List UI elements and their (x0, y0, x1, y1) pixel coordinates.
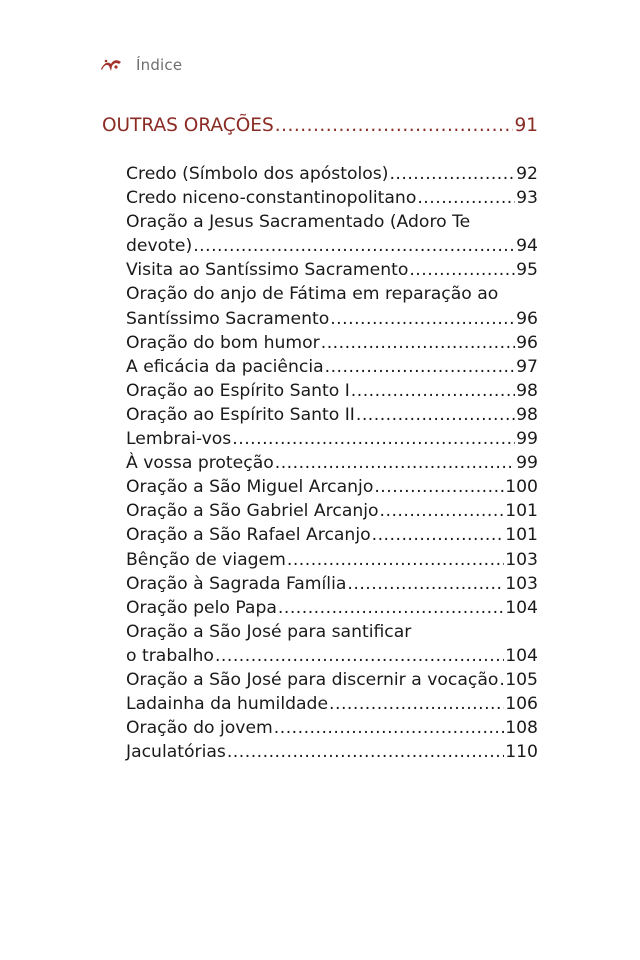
toc-entry-line (126, 355, 538, 379)
toc-entry-label: Santíssimo Sacramento (126, 308, 330, 329)
toc-page-number: 98 (516, 404, 538, 425)
toc-entry-line (126, 427, 538, 451)
leader-dots (389, 162, 515, 186)
leader-dots (372, 523, 505, 547)
toc-entry-line (126, 572, 538, 596)
toc-page-number: 103 (505, 573, 538, 594)
toc-page-number: 96 (516, 308, 538, 329)
leader-dots (356, 403, 515, 427)
toc-entry-line (126, 548, 538, 572)
toc-entry[interactable] (126, 475, 538, 499)
leader-dots (374, 475, 504, 499)
toc-entry-label: Oração a Jesus Sacramentado (Adoro Te (126, 212, 471, 233)
toc-entry[interactable] (126, 403, 538, 427)
leader-dots (287, 548, 504, 572)
toc-entry-line (126, 331, 538, 355)
toc-entry-line (126, 475, 538, 499)
toc-page-number: 93 (516, 188, 538, 209)
leader-dots (325, 355, 516, 379)
toc-page-number: 103 (505, 549, 538, 570)
toc-entry-line (126, 162, 538, 186)
leader-dots (321, 331, 515, 355)
toc-page-number: 101 (505, 525, 538, 546)
toc-page-number: 106 (505, 694, 538, 715)
toc-entry-line (126, 379, 538, 403)
toc-entry-label: Oração a São Rafael Arcanjo (126, 525, 371, 546)
toc-entry-label: Oração a São José para santificar (126, 621, 412, 642)
toc-page-number: 105 (505, 669, 538, 690)
section-page-number: 91 (514, 115, 538, 136)
leader-dots (193, 234, 515, 258)
leader-dots (329, 692, 504, 716)
toc-page-number: 98 (516, 380, 538, 401)
toc-entry-label: Oração ao Espírito Santo II (126, 404, 355, 425)
toc-entry[interactable] (126, 596, 538, 620)
table-of-contents (126, 162, 538, 764)
page-header (100, 56, 182, 74)
toc-entry-label: Oração do anjo de Fátima em reparação ao (126, 284, 499, 305)
toc-entry[interactable] (126, 210, 538, 258)
leader-dots (417, 186, 515, 210)
toc-entry[interactable] (126, 427, 538, 451)
toc-entry-label: Oração pelo Papa (126, 597, 277, 618)
toc-entry[interactable] (126, 186, 538, 210)
toc-entry-line (126, 499, 538, 523)
leader-dots (380, 499, 505, 523)
toc-page-number: 92 (516, 164, 538, 184)
toc-entry[interactable] (126, 355, 538, 379)
toc-entry-label: devote) (126, 236, 193, 257)
leader-dots (275, 451, 515, 475)
toc-entry[interactable] (126, 379, 538, 403)
toc-entry-label: Oração a São Miguel Arcanjo (126, 477, 374, 498)
toc-entry[interactable] (126, 548, 538, 572)
toc-entry-line (126, 644, 538, 668)
toc-entry-label: Visita ao Santíssimo Sacramento (126, 260, 409, 281)
leader-dots (215, 644, 504, 668)
toc-entry-label: Lembrai-vos (126, 429, 232, 450)
toc-entry-line (126, 740, 538, 764)
toc-page-number: 108 (505, 718, 538, 739)
toc-entry[interactable] (126, 282, 538, 330)
toc-page-number: 99 (516, 429, 538, 450)
toc-entry[interactable] (126, 499, 538, 523)
toc-entry-line (126, 451, 538, 475)
leader-dots (409, 258, 515, 282)
toc-entry-line (126, 234, 538, 258)
toc-entry[interactable] (126, 451, 538, 475)
toc-page-number: 100 (505, 477, 538, 498)
toc-entry-label: Jaculatórias (126, 742, 226, 763)
toc-entry[interactable] (126, 716, 538, 740)
toc-entry-line (126, 716, 538, 740)
section-title: OUTRAS ORAÇÕES (102, 115, 274, 136)
toc-entry-label: Oração a São José para discernir a vocação (126, 669, 499, 690)
leader-dots (274, 716, 504, 740)
toc-entry-line (126, 596, 538, 620)
toc-entry[interactable] (126, 668, 538, 692)
toc-entry-line (126, 403, 538, 427)
toc-entry-label: Credo (Símbolo dos apóstolos) (126, 164, 389, 184)
toc-page-number: 99 (516, 453, 538, 474)
toc-page-number: 110 (505, 742, 538, 763)
toc-entry-line (126, 692, 538, 716)
toc-entry-label: Oração do bom humor (126, 332, 320, 353)
toc-entry-line (126, 307, 538, 331)
leader-dots (232, 427, 515, 451)
leader-dots (278, 596, 504, 620)
leader-dots (499, 668, 504, 692)
toc-entry-label: A eficácia da paciência (126, 356, 324, 377)
header-title: Índice (136, 56, 183, 74)
toc-entry-line (126, 668, 538, 692)
toc-entry-label: Credo niceno-constantinopolitano (126, 188, 417, 209)
leader-dots (351, 379, 515, 403)
toc-entry[interactable] (126, 331, 538, 355)
toc-entry[interactable] (126, 692, 538, 716)
toc-page-number: 104 (505, 645, 538, 666)
toc-entry-label: Ladainha da humildade (126, 694, 329, 715)
book-logo-icon (100, 57, 122, 73)
toc-entry-label: Oração do jovem (126, 718, 273, 739)
toc-page-number: 101 (505, 501, 538, 522)
toc-page-number: 104 (505, 597, 538, 618)
toc-entry-label: À vossa proteção (126, 453, 274, 474)
leader-dots (227, 740, 504, 764)
toc-entry-line (126, 258, 538, 282)
toc-entry-label: Bênção de viagem (126, 549, 286, 570)
leader-dots (275, 114, 514, 138)
toc-page-number: 96 (516, 332, 538, 353)
toc-page-number: 95 (516, 260, 538, 281)
toc-entry-label: Oração à Sagrada Família (126, 573, 347, 594)
toc-entry-label: o trabalho (126, 645, 214, 666)
toc-entry-label: Oração a São Gabriel Arcanjo (126, 501, 379, 522)
toc-page-number: 97 (516, 356, 538, 377)
toc-entry[interactable] (126, 620, 538, 668)
leader-dots (347, 572, 504, 596)
toc-entry[interactable] (126, 162, 538, 186)
toc-entry-label: Oração ao Espírito Santo I (126, 380, 350, 401)
toc-page-number: 94 (516, 236, 538, 257)
toc-entry[interactable] (126, 572, 538, 596)
toc-entry-line (126, 523, 538, 547)
toc-entry[interactable] (126, 523, 538, 547)
toc-entry-line (126, 186, 538, 210)
toc-entry[interactable] (126, 740, 538, 764)
toc-entry[interactable] (126, 258, 538, 282)
section-heading[interactable] (102, 114, 538, 138)
leader-dots (330, 307, 515, 331)
